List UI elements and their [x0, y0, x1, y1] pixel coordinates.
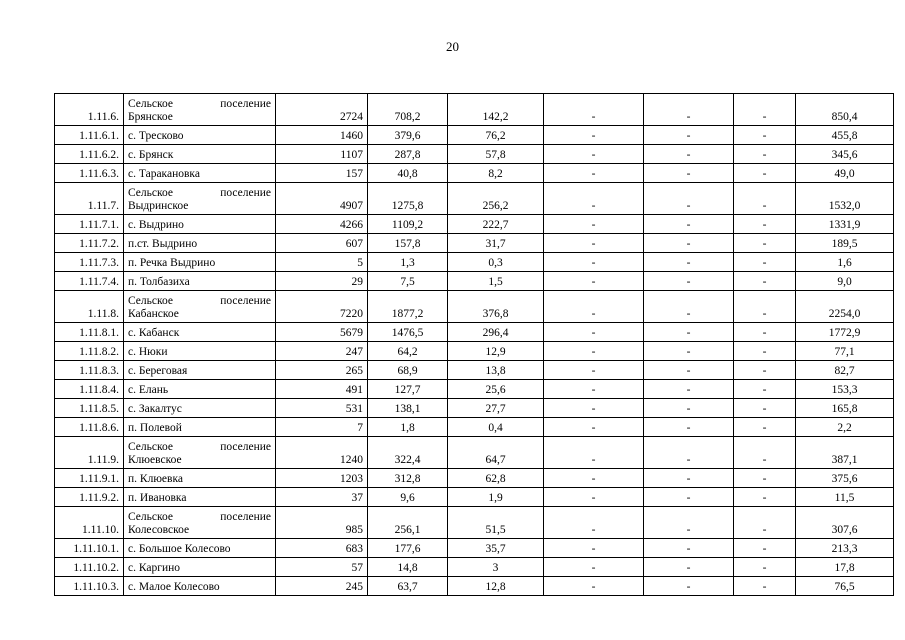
row-value-5: - [644, 323, 734, 342]
row-value-6: - [734, 272, 796, 291]
row-value-2: 138,1 [368, 399, 448, 418]
row-value-6: - [734, 215, 796, 234]
row-value-2: 1109,2 [368, 215, 448, 234]
row-name: п.ст. Выдрино [124, 234, 276, 253]
row-name: п. Полевой [124, 418, 276, 437]
row-value-4: - [544, 507, 644, 539]
row-value-1: 1460 [276, 126, 368, 145]
row-value-4: - [544, 380, 644, 399]
row-value-1: 1107 [276, 145, 368, 164]
page-number: 20 [446, 39, 459, 54]
row-value-1: 245 [276, 577, 368, 596]
row-value-5: - [644, 126, 734, 145]
settlement-name [128, 98, 271, 124]
table-row [55, 539, 894, 558]
row-value-3: 57,8 [448, 145, 544, 164]
row-code: 1.11.9.2. [55, 488, 124, 507]
row-value-2: 9,6 [368, 488, 448, 507]
row-value-5: - [644, 183, 734, 215]
row-value-5: - [644, 272, 734, 291]
row-value-4: - [544, 126, 644, 145]
row-value-4: - [544, 437, 644, 469]
row-code: 1.11.8.5. [55, 399, 124, 418]
row-value-3: 1,5 [448, 272, 544, 291]
row-value-4: - [544, 539, 644, 558]
row-value-3: 51,5 [448, 507, 544, 539]
row-value-3: 8,2 [448, 164, 544, 183]
row-value-7: 375,6 [796, 469, 894, 488]
row-value-4: - [544, 469, 644, 488]
row-value-7: 2,2 [796, 418, 894, 437]
row-value-6: - [734, 183, 796, 215]
row-value-5: - [644, 145, 734, 164]
row-value-3: 3 [448, 558, 544, 577]
row-code: 1.11.8.1. [55, 323, 124, 342]
row-value-6: - [734, 361, 796, 380]
row-name: с. Нюки [124, 342, 276, 361]
row-value-6: - [734, 164, 796, 183]
row-code: 1.11.7.3. [55, 253, 124, 272]
row-value-5: - [644, 558, 734, 577]
row-code: 1.11.6.2. [55, 145, 124, 164]
row-value-5: - [644, 539, 734, 558]
row-value-7: 1331,9 [796, 215, 894, 234]
row-value-7: 387,1 [796, 437, 894, 469]
row-name: п. Толбазиха [124, 272, 276, 291]
row-value-2: 177,6 [368, 539, 448, 558]
row-value-7: 11,5 [796, 488, 894, 507]
row-value-3: 256,2 [448, 183, 544, 215]
row-value-3: 31,7 [448, 234, 544, 253]
row-code: 1.11.6. [55, 94, 124, 126]
row-value-1: 37 [276, 488, 368, 507]
row-value-7: 165,8 [796, 399, 894, 418]
settlement-name [128, 187, 271, 213]
row-value-1: 5679 [276, 323, 368, 342]
row-value-4: - [544, 577, 644, 596]
table-row [55, 94, 894, 126]
row-value-6: - [734, 577, 796, 596]
row-value-5: - [644, 94, 734, 126]
row-value-5: - [644, 437, 734, 469]
row-value-2: 127,7 [368, 380, 448, 399]
row-code: 1.11.8.6. [55, 418, 124, 437]
row-code: 1.11.9.1. [55, 469, 124, 488]
row-value-5: - [644, 380, 734, 399]
settlement-name-line2: Выдринское [128, 200, 189, 212]
table-row [55, 323, 894, 342]
row-value-4: - [544, 94, 644, 126]
settlement-name-line1: Сельское поселение [128, 98, 271, 110]
row-value-3: 64,7 [448, 437, 544, 469]
row-name: с. Береговая [124, 361, 276, 380]
row-name: с. Выдрино [124, 215, 276, 234]
row-value-5: - [644, 488, 734, 507]
row-value-4: - [544, 183, 644, 215]
table-row [55, 577, 894, 596]
settlement-name-line2: Колесовское [128, 524, 190, 536]
row-value-6: - [734, 488, 796, 507]
table-row [55, 145, 894, 164]
row-value-6: - [734, 507, 796, 539]
row-value-2: 1,3 [368, 253, 448, 272]
row-value-4: - [544, 361, 644, 380]
row-value-1: 683 [276, 539, 368, 558]
row-value-3: 13,8 [448, 361, 544, 380]
row-name: п. Ивановка [124, 488, 276, 507]
row-value-5: - [644, 361, 734, 380]
row-value-5: - [644, 164, 734, 183]
row-name [124, 507, 276, 539]
settlement-name-line1: Сельское поселение [128, 187, 271, 199]
row-value-2: 708,2 [368, 94, 448, 126]
row-value-6: - [734, 437, 796, 469]
row-value-1: 531 [276, 399, 368, 418]
row-value-1: 607 [276, 234, 368, 253]
row-code: 1.11.6.1. [55, 126, 124, 145]
row-value-5: - [644, 215, 734, 234]
row-value-4: - [544, 399, 644, 418]
table-row [55, 342, 894, 361]
settlement-name [128, 511, 271, 537]
row-code: 1.11.8.2. [55, 342, 124, 361]
row-code: 1.11.8.4. [55, 380, 124, 399]
row-code: 1.11.7.1. [55, 215, 124, 234]
row-value-6: - [734, 539, 796, 558]
row-value-5: - [644, 507, 734, 539]
row-value-7: 2254,0 [796, 291, 894, 323]
row-name: п. Речка Выдрино [124, 253, 276, 272]
row-value-2: 1476,5 [368, 323, 448, 342]
row-value-1: 157 [276, 164, 368, 183]
row-value-6: - [734, 145, 796, 164]
row-value-3: 12,9 [448, 342, 544, 361]
row-value-3: 0,3 [448, 253, 544, 272]
row-value-6: - [734, 94, 796, 126]
row-name [124, 291, 276, 323]
row-value-2: 256,1 [368, 507, 448, 539]
row-value-6: - [734, 253, 796, 272]
row-value-3: 142,2 [448, 94, 544, 126]
table-row [55, 126, 894, 145]
row-value-4: - [544, 164, 644, 183]
row-value-2: 7,5 [368, 272, 448, 291]
row-value-2: 157,8 [368, 234, 448, 253]
row-value-2: 312,8 [368, 469, 448, 488]
row-value-1: 265 [276, 361, 368, 380]
row-value-6: - [734, 380, 796, 399]
row-value-1: 247 [276, 342, 368, 361]
row-value-7: 189,5 [796, 234, 894, 253]
row-value-6: - [734, 418, 796, 437]
table-row [55, 291, 894, 323]
row-value-1: 5 [276, 253, 368, 272]
row-name: с. Каргино [124, 558, 276, 577]
row-value-5: - [644, 399, 734, 418]
row-value-6: - [734, 291, 796, 323]
row-value-6: - [734, 558, 796, 577]
table-row [55, 488, 894, 507]
row-value-3: 76,2 [448, 126, 544, 145]
row-code: 1.11.10. [55, 507, 124, 539]
settlement-name-line2: Кабанское [128, 308, 179, 320]
row-value-2: 1,8 [368, 418, 448, 437]
row-value-6: - [734, 469, 796, 488]
row-value-2: 1275,8 [368, 183, 448, 215]
row-name [124, 94, 276, 126]
row-value-4: - [544, 234, 644, 253]
row-value-1: 985 [276, 507, 368, 539]
row-value-4: - [544, 558, 644, 577]
row-value-3: 62,8 [448, 469, 544, 488]
row-value-5: - [644, 253, 734, 272]
row-code: 1.11.8. [55, 291, 124, 323]
row-value-1: 491 [276, 380, 368, 399]
row-value-6: - [734, 234, 796, 253]
row-value-1: 1203 [276, 469, 368, 488]
table-row [55, 272, 894, 291]
row-value-3: 25,6 [448, 380, 544, 399]
settlement-name-line1: Сельское поселение [128, 295, 271, 307]
table-row [55, 361, 894, 380]
row-value-5: - [644, 234, 734, 253]
row-value-4: - [544, 488, 644, 507]
table-row [55, 507, 894, 539]
row-value-3: 27,7 [448, 399, 544, 418]
row-value-5: - [644, 577, 734, 596]
row-value-2: 1877,2 [368, 291, 448, 323]
row-name: с. Таракановка [124, 164, 276, 183]
table-body [55, 94, 894, 596]
table-row [55, 558, 894, 577]
table-row [55, 215, 894, 234]
row-value-4: - [544, 253, 644, 272]
row-value-7: 850,4 [796, 94, 894, 126]
row-value-1: 1240 [276, 437, 368, 469]
row-name [124, 437, 276, 469]
table-row [55, 418, 894, 437]
row-name: с. Тресково [124, 126, 276, 145]
row-value-1: 4907 [276, 183, 368, 215]
row-name: с. Малое Колесово [124, 577, 276, 596]
row-value-7: 153,3 [796, 380, 894, 399]
row-code: 1.11.7.4. [55, 272, 124, 291]
row-value-3: 35,7 [448, 539, 544, 558]
row-value-6: - [734, 126, 796, 145]
row-value-5: - [644, 418, 734, 437]
settlement-name-line1: Сельское поселение [128, 441, 271, 453]
row-code: 1.11.10.1. [55, 539, 124, 558]
row-code: 1.11.8.3. [55, 361, 124, 380]
row-code: 1.11.10.2. [55, 558, 124, 577]
row-code: 1.11.6.3. [55, 164, 124, 183]
row-value-7: 82,7 [796, 361, 894, 380]
row-value-7: 77,1 [796, 342, 894, 361]
row-value-7: 76,5 [796, 577, 894, 596]
row-value-4: - [544, 145, 644, 164]
row-code: 1.11.9. [55, 437, 124, 469]
row-value-5: - [644, 291, 734, 323]
row-value-3: 1,9 [448, 488, 544, 507]
row-value-7: 455,8 [796, 126, 894, 145]
table-row [55, 437, 894, 469]
row-value-6: - [734, 342, 796, 361]
row-value-4: - [544, 272, 644, 291]
row-value-7: 49,0 [796, 164, 894, 183]
row-value-7: 1532,0 [796, 183, 894, 215]
row-value-7: 307,6 [796, 507, 894, 539]
settlement-name-line2: Клюевское [128, 454, 182, 466]
row-value-4: - [544, 323, 644, 342]
row-value-6: - [734, 323, 796, 342]
row-name: с. Кабанск [124, 323, 276, 342]
row-value-1: 2724 [276, 94, 368, 126]
row-value-6: - [734, 399, 796, 418]
table-row [55, 380, 894, 399]
row-value-3: 222,7 [448, 215, 544, 234]
row-value-4: - [544, 418, 644, 437]
row-value-5: - [644, 342, 734, 361]
row-name: с. Закалтус [124, 399, 276, 418]
table-row [55, 164, 894, 183]
settlement-name [128, 441, 271, 467]
row-value-7: 213,3 [796, 539, 894, 558]
row-name: с. Елань [124, 380, 276, 399]
row-value-7: 17,8 [796, 558, 894, 577]
row-value-4: - [544, 342, 644, 361]
settlement-table [54, 93, 894, 596]
row-value-1: 57 [276, 558, 368, 577]
row-name: с. Брянск [124, 145, 276, 164]
row-value-2: 64,2 [368, 342, 448, 361]
row-value-1: 4266 [276, 215, 368, 234]
row-value-2: 14,8 [368, 558, 448, 577]
row-value-1: 29 [276, 272, 368, 291]
table-row [55, 399, 894, 418]
row-value-2: 40,8 [368, 164, 448, 183]
row-value-4: - [544, 215, 644, 234]
table-row [55, 234, 894, 253]
row-value-2: 287,8 [368, 145, 448, 164]
row-value-2: 63,7 [368, 577, 448, 596]
row-value-7: 345,6 [796, 145, 894, 164]
settlement-name-line1: Сельское поселение [128, 511, 271, 523]
row-value-3: 0,4 [448, 418, 544, 437]
row-value-3: 12,8 [448, 577, 544, 596]
row-code: 1.11.7. [55, 183, 124, 215]
settlement-name-line2: Брянское [128, 111, 173, 123]
row-value-7: 1772,9 [796, 323, 894, 342]
table-row [55, 253, 894, 272]
row-code: 1.11.7.2. [55, 234, 124, 253]
row-name: с. Большое Колесово [124, 539, 276, 558]
row-value-1: 7220 [276, 291, 368, 323]
row-value-2: 68,9 [368, 361, 448, 380]
row-value-2: 379,6 [368, 126, 448, 145]
row-value-1: 7 [276, 418, 368, 437]
row-name: п. Клюевка [124, 469, 276, 488]
row-value-3: 376,8 [448, 291, 544, 323]
table-row [55, 183, 894, 215]
row-value-7: 1,6 [796, 253, 894, 272]
row-value-3: 296,4 [448, 323, 544, 342]
row-value-2: 322,4 [368, 437, 448, 469]
table-row [55, 469, 894, 488]
settlement-name [128, 295, 271, 321]
row-value-4: - [544, 291, 644, 323]
row-value-7: 9,0 [796, 272, 894, 291]
row-name [124, 183, 276, 215]
row-code: 1.11.10.3. [55, 577, 124, 596]
row-value-5: - [644, 469, 734, 488]
